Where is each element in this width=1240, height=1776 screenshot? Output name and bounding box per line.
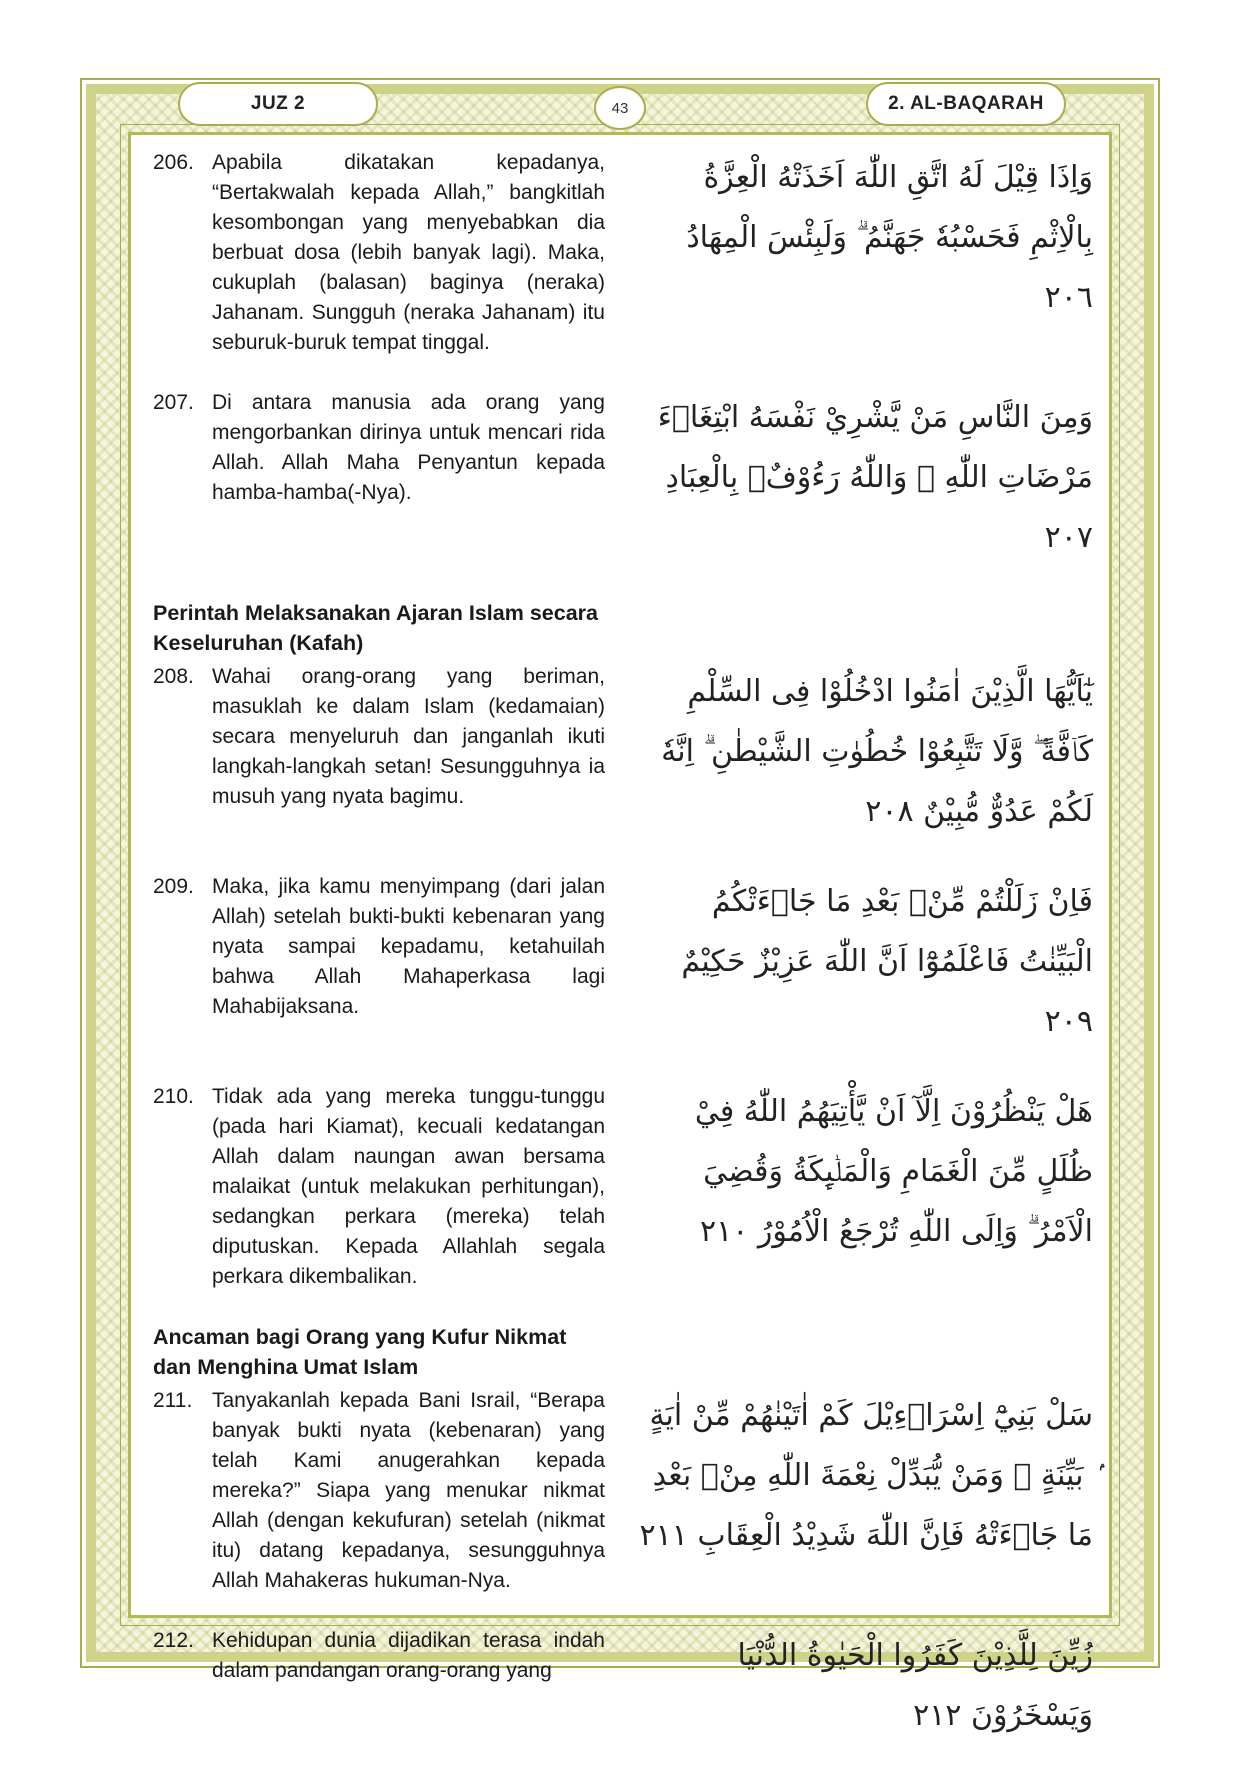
- arabic-verse: سَلْ بَنِيْٓ اِسْرَاۤءِيْلَ كَمْ اٰتَيْنٰهُمْ مِّنْ اٰيَةٍ ۢ بَيِّنَةٍ ۗ وَمَنْ يُّبَدِّلْ نِعْمَةَ اللّٰهِ مِنْۢ بَعْدِ مَا جَاۤءَتْهُ فَاِنَّ اللّٰهَ شَدِيْدُ الْعِقَابِ ٢١١: [639, 1398, 1093, 1553]
- verse-number: 206.: [153, 151, 194, 174]
- arabic-verse: وَاِذَا قِيْلَ لَهُ اتَّقِ اللّٰهَ اَخَذَتْهُ الْعِزَّةُ بِالْاِثْمِ فَحَسْبُهٗ جَهَنَّمُ ۗ وَلَبِئْسَ الْمِهَادُ ٢٠٦: [686, 160, 1093, 315]
- arabic-verse: هَلْ يَنْظُرُوْنَ اِلَّآ اَنْ يَّأْتِيَهُمُ اللّٰهُ فِيْ ظُلَلٍ مِّنَ الْغَمَامِ وَالْمَلٰۤىِٕكَةُ وَقُضِيَ الْاَمْرُ ۗ وَاِلَى اللّٰهِ تُرْجَعُ الْاُمُوْرُ ٢١٠: [694, 1094, 1093, 1249]
- translation-text: Tidak ada yang mereka tunggu-tunggu (pada hari Kiamat), kecuali kedatangan Allah dalam naungan awan bersama malaikat (untuk melakukan perhitungan), sedangkan perkara (mereka) telah diputuskan. Kepada Allahlah segala perkara dikembalikan.: [212, 1085, 605, 1288]
- arabic-verse: زُيِّنَ لِلَّذِيْنَ كَفَرُوا الْحَيٰوةُ الدُّنْيَا وَيَسْخَرُوْنَ ٢١٢: [737, 1638, 1093, 1733]
- verse-number: 212.: [153, 1629, 194, 1652]
- juz-label: JUZ 2: [178, 82, 378, 126]
- verse-row: [153, 872, 1093, 1052]
- verse-translation: [153, 1082, 605, 1292]
- verse-translation: [153, 1386, 605, 1596]
- verse-number: 209.: [153, 875, 194, 898]
- section-heading: Perintah Melaksanakan Ajaran Islam secara Keseluruhan (Kafah): [153, 601, 598, 655]
- verse-translation: [153, 662, 605, 812]
- arabic-verse: فَاِنْ زَلَلْتُمْ مِّنْۢ بَعْدِ مَا جَاۤءَتْكُمُ الْبَيِّنٰتُ فَاعْلَمُوْٓا اَنَّ اللّٰهَ عَزِيْزٌ حَكِيْمٌ ٢٠٩: [681, 884, 1093, 1039]
- arabic-verse: يٰٓاَيُّهَا الَّذِيْنَ اٰمَنُوا ادْخُلُوْا فِى السِّلْمِ كَاۤفَّةً ۖ وَّلَا تَتَّبِعُوْا خُطُوٰتِ الشَّيْطٰنِ ۗ اِنَّهٗ لَكُمْ عَدُوٌّ مُّبِيْنٌ ٢٠٨: [661, 674, 1093, 829]
- verse-row: [153, 1386, 1093, 1596]
- verse-translation: [153, 872, 605, 1022]
- surah-label: 2. AL-BAQARAH: [866, 82, 1066, 126]
- verse-row: [153, 1626, 1093, 1746]
- page-content: [153, 148, 1093, 1776]
- translation-text: Kehidupan dunia dijadikan terasa indah dalam pandangan orang-orang yang: [212, 1629, 605, 1682]
- verse-row: [153, 148, 1093, 358]
- verse-number: 211.: [153, 1389, 193, 1412]
- verse-row: [153, 662, 1093, 842]
- verse-number: 210.: [153, 1085, 194, 1108]
- page-number: 43: [594, 86, 646, 130]
- verse-translation: [153, 1626, 605, 1686]
- translation-text: Tanyakanlah kepada Bani Israil, “Berapa banyak bukti nyata (kebenaran) yang telah Kami anugerahkan kepada mereka?” Siapa yang menukar nikmat Allah (dengan kekufuran) setelah (nikmat itu) datang kepadanya, sesungguhnya Allah Mahakeras hukuman-Nya.: [212, 1389, 605, 1592]
- verse-translation: [153, 148, 605, 358]
- translation-text: Apabila dikatakan kepadanya, “Bertakwalah kepada Allah,” bangkitlah kesombongan yang menyebabkan dia berbuat dosa (lebih banyak lagi). Maka, cukuplah (balasan) baginya (neraka) Jahanam. Sungguh (neraka Jahanam) itu seburuk-buruk tempat tinggal.: [212, 151, 605, 354]
- verse-row: [153, 388, 1093, 568]
- verse-translation: [153, 388, 605, 508]
- section-heading: Ancaman bagi Orang yang Kufur Nikmat dan Menghina Umat Islam: [153, 1325, 567, 1379]
- translation-text: Wahai orang-orang yang beriman, masuklah ke dalam Islam (kedamaian) secara menyeluruh dan janganlah ikuti langkah-langkah setan! Sesungguhnya ia musuh yang nyata bagimu.: [212, 665, 605, 808]
- verse-row: [153, 1082, 1093, 1292]
- verse-number: 208.: [153, 665, 194, 688]
- verse-number: 207.: [153, 391, 194, 414]
- arabic-verse: وَمِنَ النَّاسِ مَنْ يَّشْرِيْ نَفْسَهُ ابْتِغَاۤءَ مَرْضَاتِ اللّٰهِ ۗ وَاللّٰهُ رَءُوْفٌۢ بِالْعِبَادِ ٢٠٧: [657, 400, 1093, 555]
- translation-text: Di antara manusia ada orang yang mengorbankan dirinya untuk mencari rida Allah. Allah Maha Penyantun kepada hamba-hamba(-Nya).: [212, 391, 605, 504]
- translation-text: Maka, jika kamu menyimpang (dari jalan Allah) setelah bukti-bukti kebenaran yang nyata sampai kepadamu, ketahuilah bahwa Allah Mahaperkasa lagi Mahabijaksana.: [212, 875, 605, 1018]
